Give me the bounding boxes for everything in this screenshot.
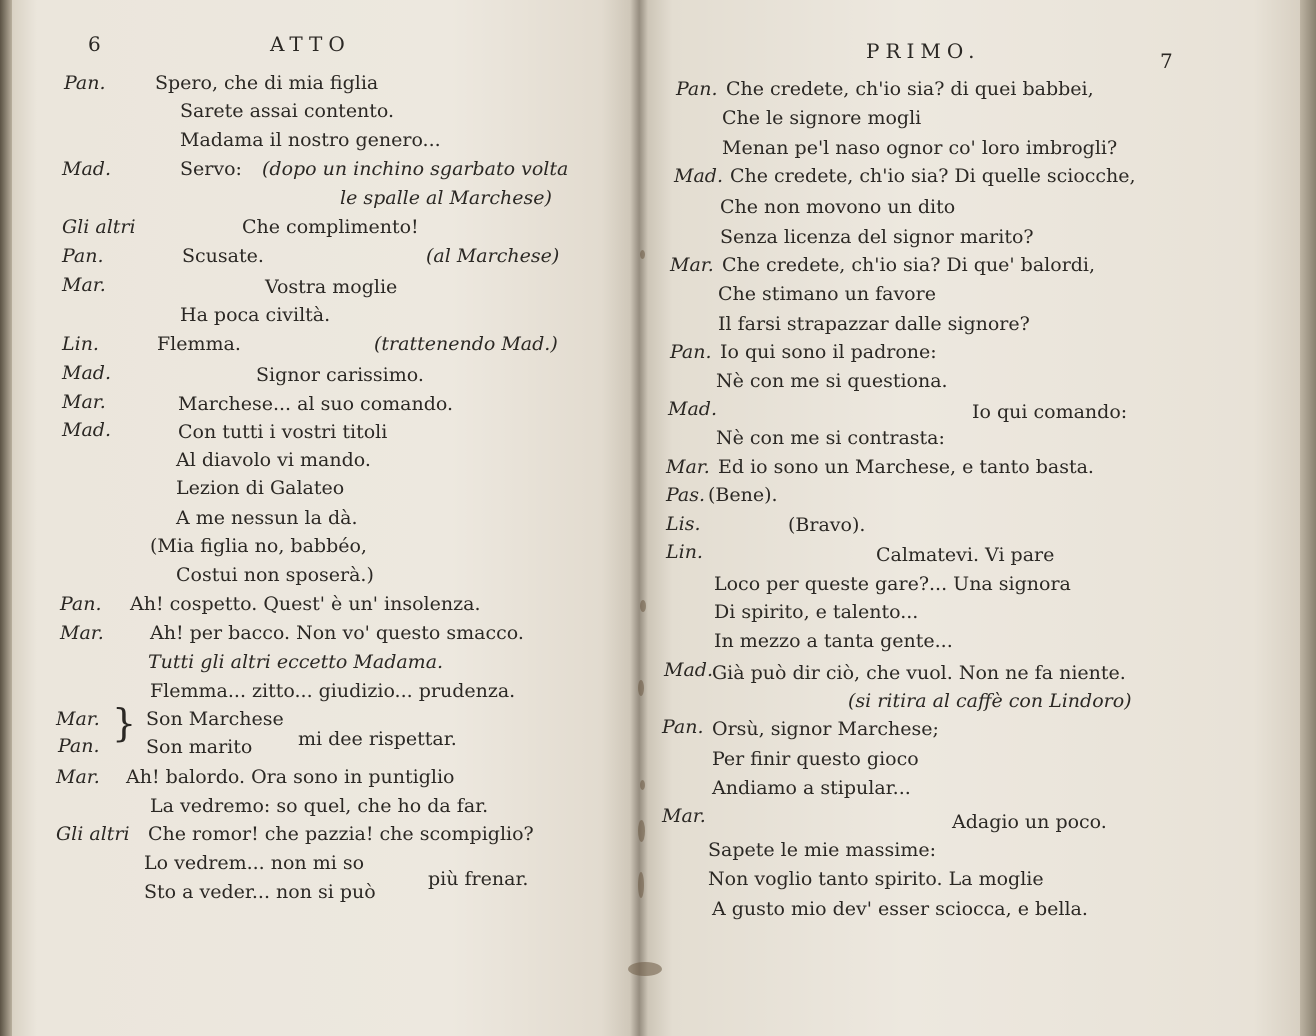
running-head-left: ATTO <box>270 32 351 56</box>
verse-line: Che complimento! <box>242 216 419 238</box>
page-number-right: 7 <box>1160 49 1173 73</box>
speaker: Mar. <box>60 622 104 644</box>
verse-line: Che le signore mogli <box>722 107 922 129</box>
verse-line: Nè con me si questiona. <box>716 370 948 392</box>
verse-line: A me nessun la dà. <box>176 507 358 529</box>
verse-line: Il farsi strapazzar dalle signore? <box>718 313 1030 335</box>
verse-line: Servo: <box>180 158 242 180</box>
verse-line: Loco per queste gare?... Una signora <box>714 573 1071 595</box>
verse-line: Signor carissimo. <box>256 364 424 386</box>
binding-stitch <box>638 872 644 898</box>
speaker: Pas. <box>666 484 706 506</box>
speaker: Pan. <box>676 78 718 100</box>
speaker: Gli altri <box>62 216 136 238</box>
binding-stitch <box>638 820 645 842</box>
speaker: Mad. <box>62 362 111 384</box>
verse-line: A gusto mio dev' esser sciocca, e bella. <box>712 898 1088 920</box>
speaker: Pan. <box>62 245 104 267</box>
binding-stitch <box>640 780 645 790</box>
verse-line: Già può dir ciò, che vuol. Non ne fa niente. <box>712 662 1126 684</box>
verse-line: Son Marchese <box>146 708 284 730</box>
verse-line: Madama il nostro genero... <box>180 129 441 151</box>
verse-line: Sapete le mie massime: <box>708 839 936 861</box>
speaker: Mar. <box>62 391 106 413</box>
speaker: Mad. <box>668 398 717 420</box>
verse-line: Con tutti i vostri titoli <box>178 421 388 443</box>
speaker: Gli altri <box>56 823 130 845</box>
speaker: Mad. <box>62 419 111 441</box>
verse-line: Ha poca civiltà. <box>180 304 331 326</box>
speaker: Mad. <box>674 165 723 187</box>
speaker: Pan. <box>64 72 106 94</box>
verse-line: Che non movono un dito <box>720 196 956 218</box>
page-number-left: 6 <box>88 32 101 56</box>
verse-line: Per finir questo gioco <box>712 748 919 770</box>
speaker: Mad. <box>664 659 713 681</box>
stage-direction: Tutti gli altri eccetto Madama. <box>148 651 444 673</box>
verse-line: Ed io sono un Marchese, e tanto basta. <box>718 456 1094 478</box>
speaker: Pan. <box>60 593 102 615</box>
verse-line: Che credete, ch'io sia? Di que' balordi, <box>722 254 1096 276</box>
binding-stitch <box>628 962 662 976</box>
running-head-right: PRIMO. <box>866 39 981 63</box>
verse-line: più frenar. <box>428 868 529 890</box>
verse-line: Sto a veder... non si può <box>144 881 376 903</box>
book-edge-right <box>1300 0 1316 1036</box>
verse-line: Che credete, ch'io sia? Di quelle sciocche, <box>730 165 1136 187</box>
verse-line: Al diavolo vi mando. <box>176 449 371 471</box>
verse-line: Io qui sono il padrone: <box>720 341 937 363</box>
verse-line: Adagio un poco. <box>952 811 1107 833</box>
stage-direction: (trattenendo Mad.) <box>374 333 558 355</box>
verse-line: La vedremo: so quel, che ho da far. <box>150 795 489 817</box>
verse-line: Menan pe'l naso ognor co' loro imbrogli? <box>722 137 1118 159</box>
speaker: Pan. <box>58 735 100 757</box>
speaker: Lin. <box>62 333 99 355</box>
verse-line: Andiamo a stipular... <box>712 777 911 799</box>
binding-stitch <box>638 680 644 696</box>
verse-line: Io qui comando: <box>972 401 1128 423</box>
verse-line: mi dee rispettar. <box>298 728 457 750</box>
verse-line: Lo vedrem... non mi so <box>144 852 365 874</box>
verse-line: Son marito <box>146 736 253 758</box>
speaker: Pan. <box>670 341 712 363</box>
speaker: Mar. <box>670 254 714 276</box>
verse-line: Lezion di Galateo <box>176 477 345 499</box>
verse-line: Spero, che di mia figlia <box>155 72 379 94</box>
speaker: Mar. <box>62 274 106 296</box>
verse-line: Calmatevi. Vi pare <box>876 544 1055 566</box>
speaker: Pan. <box>662 716 704 738</box>
verse-line: Vostra moglie <box>265 276 398 298</box>
verse-line: Scusate. <box>182 245 264 267</box>
speaker: Mar. <box>56 766 100 788</box>
binding-stitch <box>640 600 646 612</box>
verse-line: Ah! per bacco. Non vo' questo smacco. <box>150 622 524 644</box>
verse-line: Non voglio tanto spirito. La moglie <box>708 868 1044 890</box>
verse-line: Costui non sposerà.) <box>176 564 374 586</box>
book-edge-left <box>0 0 12 1036</box>
verse-line: Nè con me si contrasta: <box>716 427 945 449</box>
verse-line: Che romor! che pazzia! che scompiglio? <box>148 823 534 845</box>
verse-line: Marchese... al suo comando. <box>178 393 454 415</box>
brace-icon: } <box>112 701 137 745</box>
verse-line: Sarete assai contento. <box>180 100 395 122</box>
verse-line: Ah! balordo. Ora sono in puntiglio <box>126 766 455 788</box>
verse-line: Orsù, signor Marchese; <box>712 718 939 740</box>
speaker: Lis. <box>666 513 701 535</box>
verse-line: Ah! cospetto. Quest' è un' insolenza. <box>130 593 481 615</box>
verse-line: (Mia figlia no, babbéo, <box>150 535 367 557</box>
stage-direction: (si ritira al caffè con Lindoro) <box>848 690 1132 712</box>
stage-direction: (al Marchese) <box>426 245 560 267</box>
stage-direction: (dopo un inchino sgarbato volta <box>262 158 569 180</box>
speaker: Mad. <box>62 158 111 180</box>
verse-line: Flemma... zitto... giudizio... prudenza. <box>150 680 516 702</box>
verse-line: Di spirito, e talento... <box>714 601 919 623</box>
verse-line: Che stimano un favore <box>718 283 936 305</box>
speaker: Mar. <box>56 708 100 730</box>
verse-line: Che credete, ch'io sia? di quei babbei, <box>726 78 1094 100</box>
verse-line: Flemma. <box>157 333 241 355</box>
stage-direction: le spalle al Marchese) <box>340 187 552 209</box>
speaker: Mar. <box>662 805 706 827</box>
verse-line: (Bene). <box>708 484 778 506</box>
verse-line: In mezzo a tanta gente... <box>714 630 953 652</box>
verse-line: Senza licenza del signor marito? <box>720 226 1034 248</box>
verse-line: (Bravo). <box>788 514 866 536</box>
speaker: Lin. <box>666 541 703 563</box>
binding-stitch <box>640 250 645 259</box>
speaker: Mar. <box>666 456 710 478</box>
